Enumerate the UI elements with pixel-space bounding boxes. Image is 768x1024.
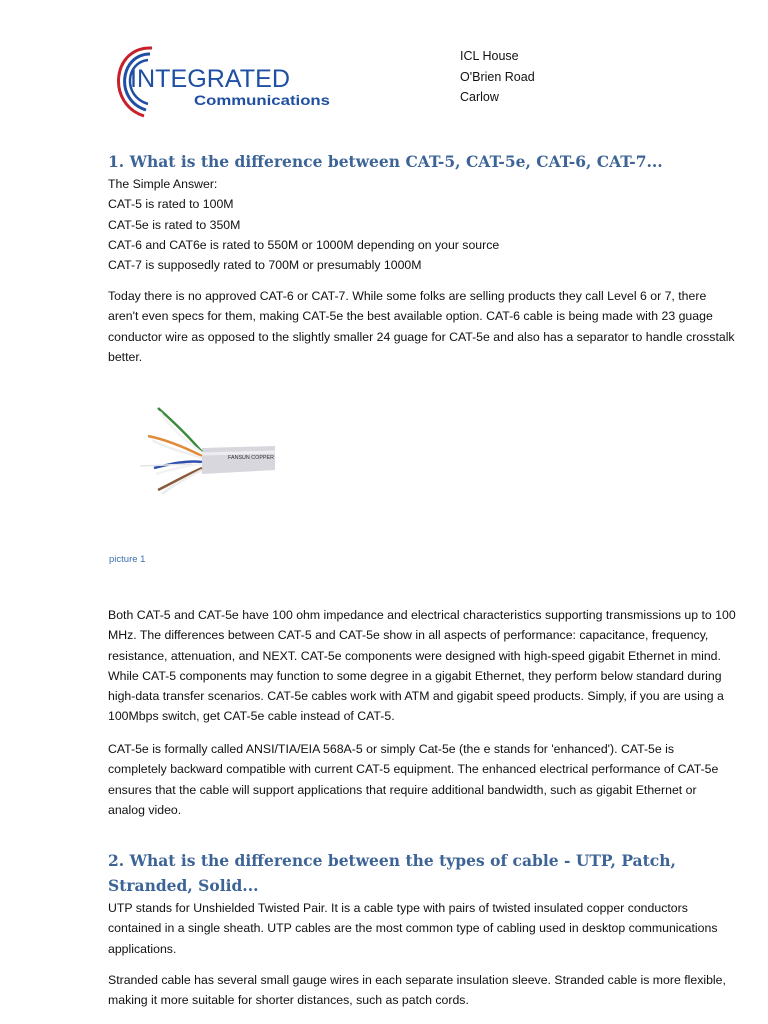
body-paragraph <box>108 970 736 1011</box>
paragraph-text: Stranded cable has several small gauge wires in each separate insulation sleeve. Stranded cable is more flexible, making it more suitable for shorter distances, such as patch cords. <box>108 973 726 1008</box>
body-paragraph <box>108 739 736 820</box>
body-paragraph <box>108 286 736 367</box>
simple-answer-line: CAT-7 is supposedly rated to 700M or presumably 1000M <box>108 258 422 273</box>
address-line: Carlow <box>460 90 499 104</box>
paragraph-text: UTP stands for Unshielded Twisted Pair. It is a cable type with pairs of twisted insulated copper conductors contained in a single sheath. UTP cables are the most common type of cabling used in desktop communications applications. <box>108 901 718 956</box>
simple-answer-line: CAT-5 is rated to 100M <box>108 197 234 212</box>
simple-answer-list <box>108 174 736 275</box>
section-1-heading: 1. What is the difference between CAT-5, CAT-5e, CAT-6, CAT-7... <box>108 152 663 171</box>
address-line: ICL House <box>460 49 519 63</box>
company-logo <box>108 40 336 122</box>
simple-answer-line: CAT-6 and CAT6e is rated to 550M or 1000M depending on your source <box>108 237 500 252</box>
logo-primary-text: INTEGRATED <box>130 65 290 93</box>
picture-caption: picture 1 <box>109 554 146 565</box>
cable-print-text: FANSUN COPPER <box>228 455 275 461</box>
section-2-heading: 2. What is the difference between the types of cable - UTP, Patch, Stranded, Solid... <box>108 851 676 895</box>
body-paragraph <box>108 605 736 727</box>
body-paragraph <box>108 898 736 959</box>
logo-secondary-text: Communications <box>194 93 330 108</box>
simple-answer-line: CAT-5e is rated to 350M <box>108 217 241 232</box>
paragraph-text: Today there is no approved CAT-6 or CAT-7. While some folks are selling products they call Level 6 or 7, there aren't even specs for them, making CAT-5e the best available option. CAT-6 cable is being made with 23 guage conductor wire as opposed to the slightly smaller 24 guage for CAT-5e and also has a separator to handle crosstalk better. <box>108 289 735 364</box>
simple-answer-line: The Simple Answer: <box>108 177 218 191</box>
address-line: O'Brien Road <box>460 69 535 84</box>
company-address <box>460 46 535 108</box>
cable-photo <box>110 378 275 541</box>
paragraph-text: CAT-5e is formally called ANSI/TIA/EIA 568A-5 or simply Cat-5e (the e stands for 'enhanced'). CAT-5e is completely backward compatible with current CAT-5 equipment. The enhanced electrical performance of CAT-5e ensures that the cable will support applications that require additional bandwidth, such as gigabit Ethernet or analog video. <box>108 742 719 817</box>
paragraph-text: Both CAT-5 and CAT-5e have 100 ohm impedance and electrical characteristics supporting transmissions up to 100 MHz. The differences between CAT-5 and CAT-5e show in all aspects of performance: capacitance, frequency, resistance, attenuation, and NEXT. CAT-5e components were designed with high-speed gigabit Ethernet in mind. While CAT-5 components may function to some degree in a gigabit Ethernet, they perform below standard during high-data transfer scenarios. CAT-5e cables work with ATM and gigabit speed products. Simply, if you are using a 100Mbps switch, get CAT-5e cable instead of CAT-5. <box>108 608 736 724</box>
